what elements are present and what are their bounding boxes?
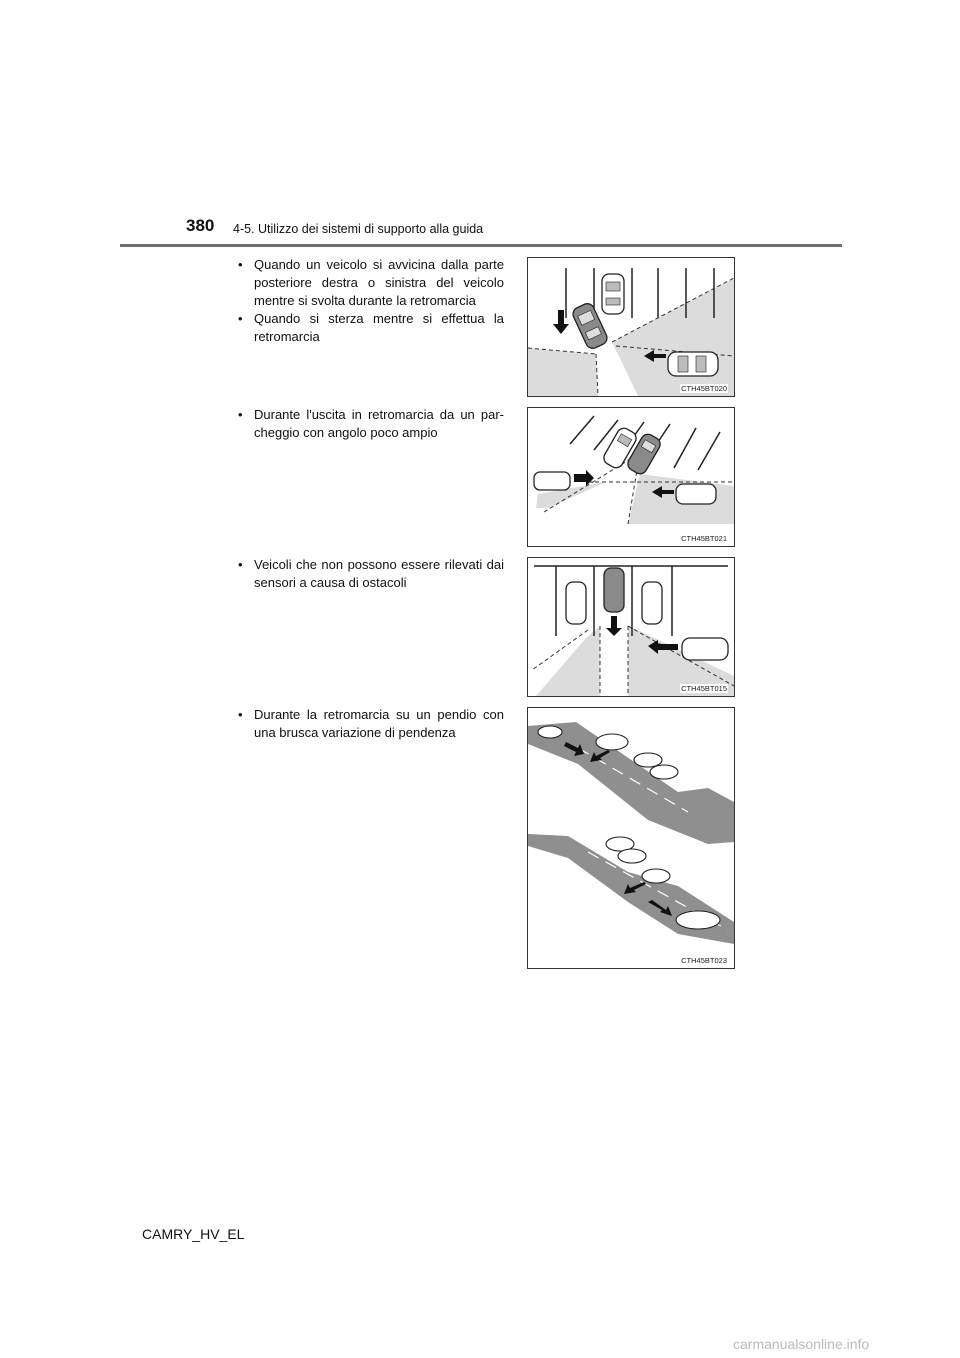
bullet-marker: • [238, 311, 243, 326]
bullet-item [238, 256, 504, 310]
figure-obstacles [527, 557, 735, 697]
bullet-item [238, 556, 504, 592]
page-number: 380 [186, 216, 215, 235]
figure-slope [527, 707, 735, 969]
figure-code: CTH45BT021 [681, 534, 727, 543]
bullet-item [238, 706, 504, 742]
bullet-text: Durante la retromarcia su un pendio con una brusca variazione di pendenza [254, 707, 504, 740]
figure-code: CTH45BT015 [681, 684, 727, 693]
header-rule [120, 244, 842, 247]
bullet-marker: • [238, 407, 243, 422]
figure-angled-parking [527, 407, 735, 547]
bullet-marker: • [238, 257, 243, 272]
bullet-text: Durante l'uscita in retromarcia da un par- cheggio con angolo poco ampio [254, 407, 504, 440]
figure-code: CTH45BT020 [681, 384, 727, 393]
figure-parking-turning [527, 257, 735, 397]
bullet-marker: • [238, 707, 243, 722]
bullet-text: Veicoli che non possono essere rilevati dai sensori a causa di ostacoli [254, 557, 504, 590]
footer-model-code: CAMRY_HV_EL [142, 1226, 245, 1242]
figure-code: CTH45BT023 [681, 956, 727, 965]
bullet-text: Quando un veicolo si avvicina dalla parte posteriore destra o sinistra del veicolo mentre si svolta durante la retromarcia [254, 257, 504, 308]
bullet-text: Quando si sterza mentre si effettua la retromarcia [254, 311, 504, 344]
section-title: 4-5. Utilizzo dei sistemi di supporto alla guida [233, 222, 484, 236]
bullet-item [238, 406, 504, 442]
bullet-item [238, 310, 504, 346]
watermark: carmanualsonline.info [733, 1336, 870, 1352]
bullet-marker: • [238, 557, 243, 572]
